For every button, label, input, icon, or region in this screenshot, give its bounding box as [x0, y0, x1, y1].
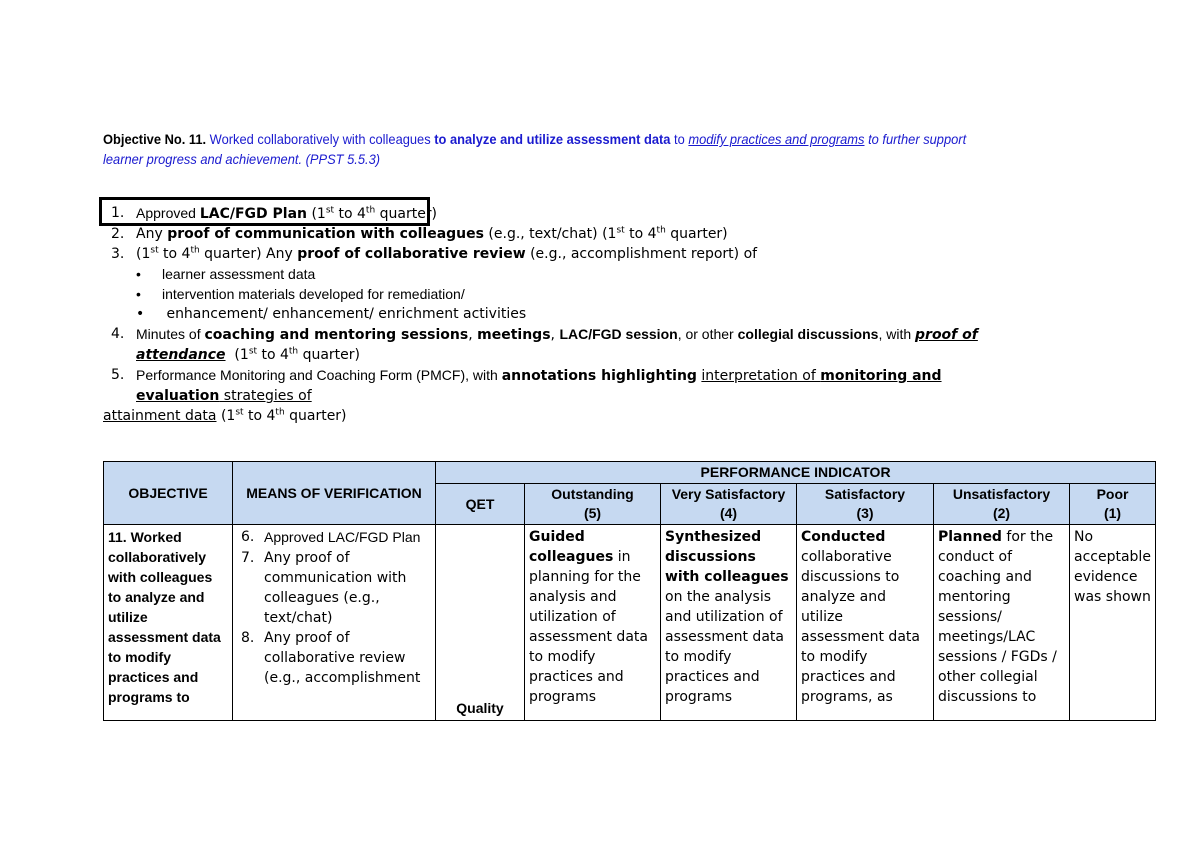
- heading-part3: to: [674, 131, 685, 147]
- superscript: th: [275, 407, 285, 418]
- item-text: Any: [136, 226, 168, 242]
- item-text: Approved: [136, 205, 200, 221]
- item-underline: attainment data: [103, 408, 217, 424]
- rating-label: Unsatisfactory: [952, 486, 1051, 502]
- heading-part2: to analyze and utilize assessment data: [434, 131, 671, 147]
- item-bold: meetings: [477, 327, 551, 343]
- mov-item-1: [103, 203, 1103, 224]
- item-number: 5.: [111, 367, 125, 383]
- item-text: Minutes of: [136, 326, 205, 342]
- rating-label: Outstanding: [551, 486, 634, 502]
- item-text: to 4: [624, 226, 657, 242]
- header-performance-indicator: PERFORMANCE INDICATOR: [436, 462, 1156, 484]
- header-qet: QET: [436, 484, 525, 525]
- mov-item-2: [103, 224, 1103, 244]
- objective-cell: 11. Worked collaboratively with colleagues to analyze and utilize assessment data to modify practices and programs to: [104, 525, 233, 721]
- indicator-outstanding: [525, 525, 661, 721]
- rating-score: (2): [992, 505, 1011, 521]
- mov-cell: [233, 525, 436, 721]
- indicator-text: in planning for the analysis and utilization of assessment data to modify practices and programs: [529, 549, 648, 705]
- indicator-poor: [1070, 525, 1156, 721]
- item-bold-underline: evaluation: [136, 388, 220, 404]
- indicator-text: No acceptable evidence was shown: [1074, 529, 1151, 605]
- item-bold: LAC/FGD Plan: [199, 206, 307, 222]
- rating-label: Very Satisfactory: [671, 486, 786, 502]
- item-number: 1.: [111, 205, 125, 221]
- item-number: 2.: [111, 226, 125, 242]
- objective-heading: [103, 129, 1005, 169]
- heading-part1: Worked collaboratively with colleagues: [209, 131, 431, 147]
- item-text: quarter): [284, 408, 347, 424]
- header-objective: OBJECTIVE: [104, 462, 233, 525]
- rating-score: (3): [856, 505, 874, 521]
- superscript: st: [325, 205, 335, 216]
- superscript: st: [248, 346, 258, 357]
- superscript: th: [190, 245, 200, 256]
- header-rating-unsatisfactory: [934, 484, 1070, 525]
- item-text: (1: [216, 408, 236, 424]
- item-text: to 4: [158, 246, 191, 262]
- item-text: , with: [878, 326, 916, 342]
- mov-item-4: [103, 324, 1103, 365]
- item-text: quarter): [665, 226, 728, 242]
- item-text: quarter) Any: [199, 246, 298, 262]
- rating-label: Poor: [1096, 486, 1129, 502]
- mov-text: Any proof of collaborative review (e.g., accomplishment: [264, 630, 421, 686]
- item-text: ,: [468, 327, 478, 343]
- item-text: (1: [225, 347, 249, 363]
- item-text: Performance Monitoring and Coaching Form (PMCF), with: [136, 367, 502, 383]
- heading-part5: to further support learner progress and achievement. (PPST 5.5.3): [103, 131, 967, 167]
- bullet-item: • intervention materials developed for remediation/: [103, 284, 1103, 304]
- superscript: th: [288, 346, 299, 357]
- qet-cell: [436, 525, 525, 721]
- bullet-item: • enhancement/ enhancement/ enrichment activities: [103, 304, 1103, 324]
- indicator-bold: Planned: [938, 529, 1002, 545]
- item-bold-italic: proof of: [915, 327, 978, 343]
- heading-part4: modify practices and programs: [688, 131, 865, 147]
- mov-entry: [237, 527, 431, 548]
- indicator-text: on the analysis and utilization of assessment data to modify practices and programs: [665, 589, 784, 705]
- mov-entry: [237, 548, 431, 628]
- item-bold: collegial discussions: [737, 326, 879, 342]
- indicator-text: collaborative discussions to analyze and utilize assessment data to modify practices and programs, as: [801, 549, 920, 705]
- mov-number: 6.: [241, 529, 255, 545]
- item-number: 4.: [111, 326, 125, 342]
- header-rating-very-satisfactory: [661, 484, 797, 525]
- header-mov: MEANS OF VERIFICATION: [233, 462, 436, 525]
- item-text: , or other: [677, 326, 738, 342]
- superscript: st: [235, 407, 244, 418]
- item-bold: coaching and mentoring sessions: [204, 327, 469, 343]
- item-text: (e.g., text/chat) (1: [483, 226, 617, 242]
- indicator-text: for the conduct of coaching and mentoring sessions/ meetings/LAC sessions / FGDs / other collegial discussions to: [938, 529, 1057, 705]
- mov-text: Any proof of communication with colleagues (e.g., text/chat): [264, 550, 407, 626]
- indicator-bold: Synthesized discussions with colleagues: [665, 529, 789, 585]
- indicator-very-satisfactory: [661, 525, 797, 721]
- superscript: th: [656, 225, 666, 236]
- performance-table: [103, 461, 1156, 721]
- item-text: to 4: [257, 347, 289, 363]
- item-text: (1: [307, 206, 326, 222]
- indicator-bold: Guided colleagues: [529, 529, 614, 565]
- item-bold: proof of collaborative review: [297, 246, 526, 262]
- rating-score: (4): [719, 505, 738, 521]
- item-text: quarter): [298, 347, 361, 363]
- item-text: (e.g., accomplishment report) of: [525, 246, 758, 262]
- item-text: ,: [550, 327, 560, 343]
- item-text: quarter): [375, 206, 438, 222]
- mov-list: [103, 203, 1103, 426]
- mov-item-5: [103, 365, 1103, 406]
- header-rating-outstanding: [525, 484, 661, 525]
- superscript: st: [150, 245, 159, 256]
- superscript: st: [616, 225, 625, 236]
- qet-value: Quality: [456, 700, 504, 716]
- item-bold: proof of communication with colleagues: [167, 226, 484, 242]
- rating-score: (1): [1103, 505, 1122, 521]
- attainment-line: [103, 406, 1103, 426]
- header-rating-satisfactory: [797, 484, 934, 525]
- item-bold-italic: attendance: [136, 347, 226, 363]
- mov-item-3: [103, 244, 1103, 264]
- superscript: th: [365, 205, 376, 216]
- header-rating-poor: [1070, 484, 1156, 525]
- indicator-unsatisfactory: [934, 525, 1070, 721]
- rating-score: (5): [583, 505, 602, 521]
- item-underline: strategies of: [219, 388, 312, 404]
- item-number: 3.: [111, 246, 125, 262]
- mov-number: 8.: [241, 630, 255, 646]
- mov-number: 7.: [241, 550, 255, 566]
- objective-number: Objective No. 11.: [103, 131, 207, 147]
- item-text: to 4: [334, 206, 366, 222]
- item-bold: LAC/FGD session: [559, 326, 678, 342]
- item-bold: annotations highlighting: [501, 368, 697, 384]
- mov-entry: [237, 628, 431, 688]
- item-bold-underline: monitoring and: [820, 368, 942, 384]
- bullet-item: • learner assessment data: [103, 264, 1103, 284]
- indicator-satisfactory: [797, 525, 934, 721]
- mov-text: Approved LAC/FGD Plan: [264, 529, 421, 545]
- item-underline: interpretation of: [701, 368, 821, 384]
- item-text: to 4: [243, 408, 276, 424]
- item-text: (1: [136, 246, 151, 262]
- indicator-bold: Conducted: [801, 529, 886, 545]
- rating-label: Satisfactory: [824, 486, 906, 502]
